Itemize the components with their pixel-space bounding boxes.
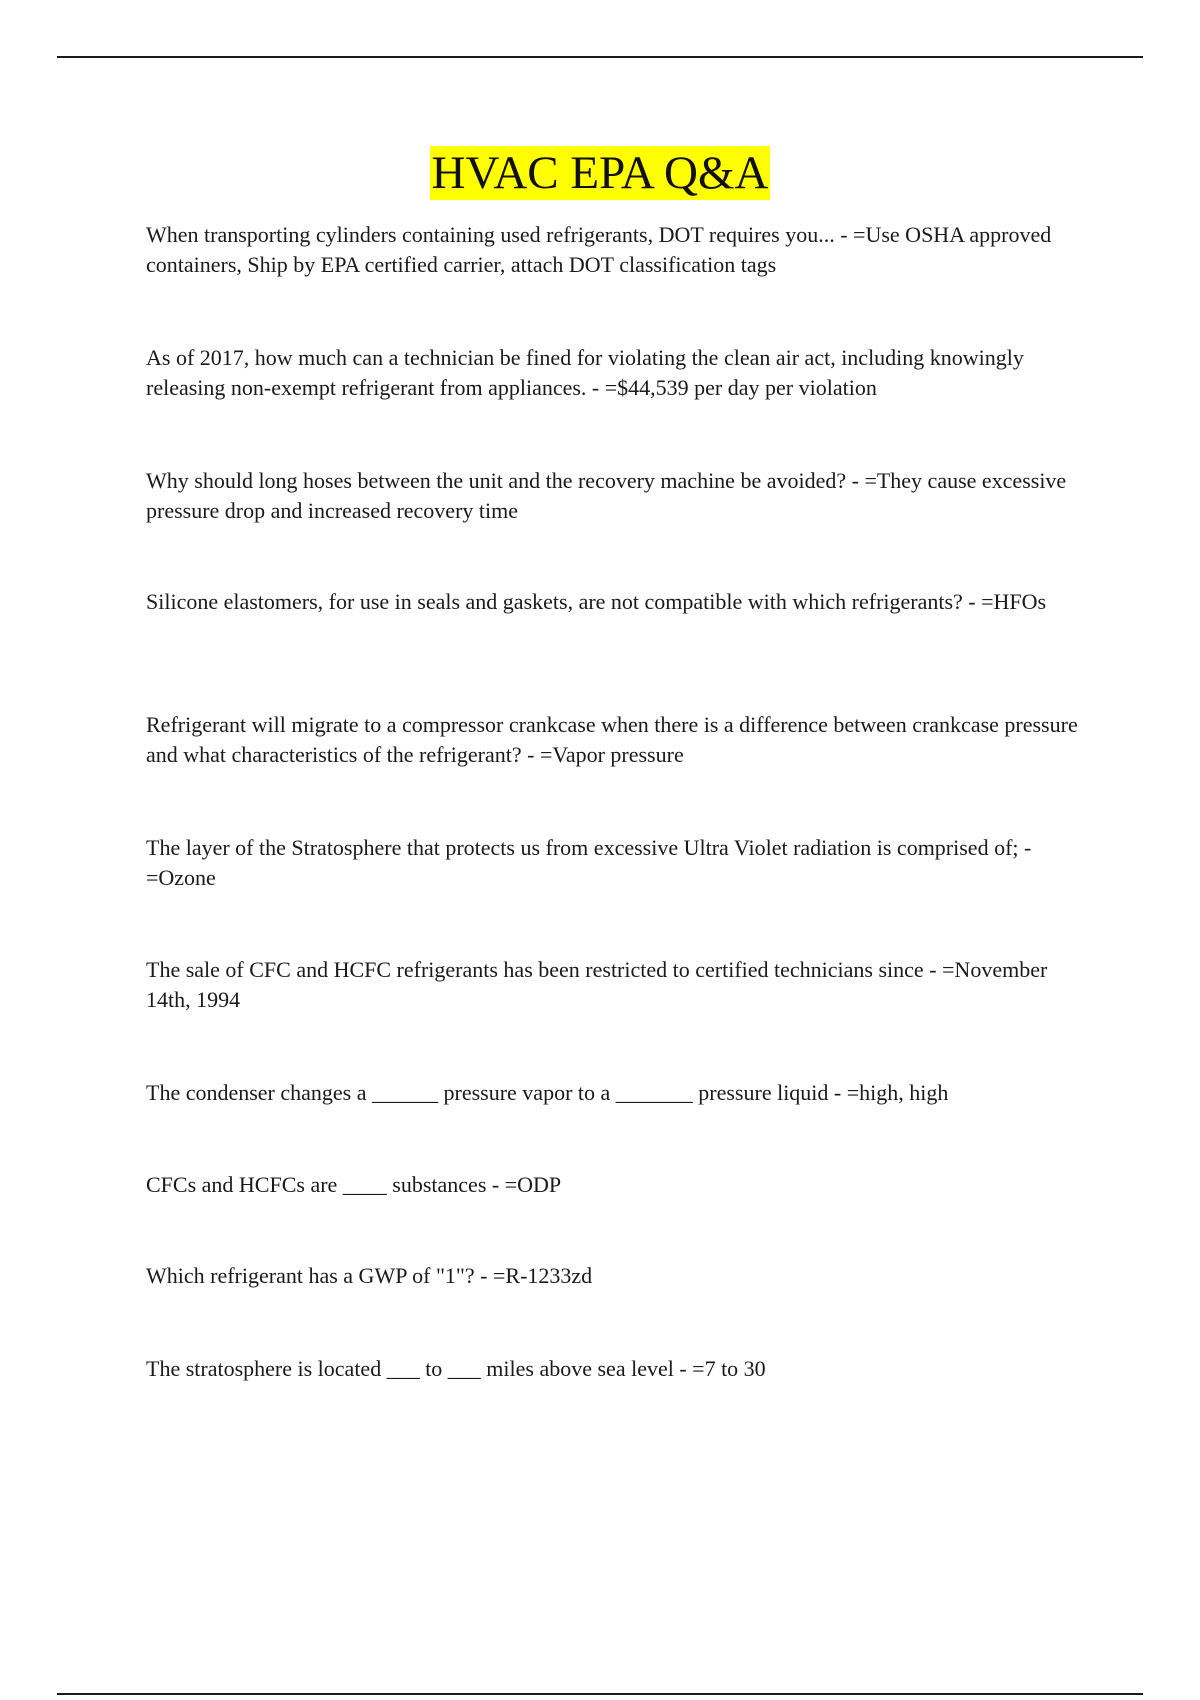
qa-item-10: Which refrigerant has a GWP of "1"? - =R-1233zd: [146, 1263, 593, 1288]
qa-item-11: The stratosphere is located ___ to ___ miles above sea level - =7 to 30: [146, 1356, 766, 1381]
qa-item-4: Silicone elastomers, for use in seals and gaskets, are not compatible with which refrigerants? - =HFOs: [146, 589, 1047, 614]
qa-item-8: The condenser changes a ______ pressure vapor to a _______ pressure liquid - =high, high: [146, 1080, 949, 1105]
document-title: HVAC EPA Q&A: [431, 147, 769, 199]
qa-item-3: Why should long hoses between the unit and the recovery machine be avoided? - =They cause excessive pressure drop and increased recovery time: [146, 468, 1067, 523]
qa-item-9: CFCs and HCFCs are ____ substances - =ODP: [146, 1172, 562, 1197]
top-rule: [57, 56, 1143, 58]
qa-item-1: When transporting cylinders containing used refrigerants, DOT requires you... - =Use OSHA approved containers, Ship by EPA certified carrier, attach DOT classification tags: [146, 222, 1052, 277]
title-container: [0, 146, 1200, 200]
qa-item-5: Refrigerant will migrate to a compressor crankcase when there is a difference between crankcase pressure and what characteristics of the refrigerant? - =Vapor pressure: [146, 712, 1078, 767]
qa-item-6: The layer of the Stratosphere that protects us from excessive Ultra Violet radiation is comprised of; - =Ozone: [146, 835, 1032, 890]
qa-item-7: The sale of CFC and HCFC refrigerants has been restricted to certified technicians since - =November 14th, 1994: [146, 957, 1048, 1012]
qa-item-2: As of 2017, how much can a technician be fined for violating the clean air act, including knowingly releasing non-exempt refrigerant from appliances. - =$44,539 per day per violation: [146, 345, 1024, 400]
bottom-rule: [57, 1693, 1143, 1695]
